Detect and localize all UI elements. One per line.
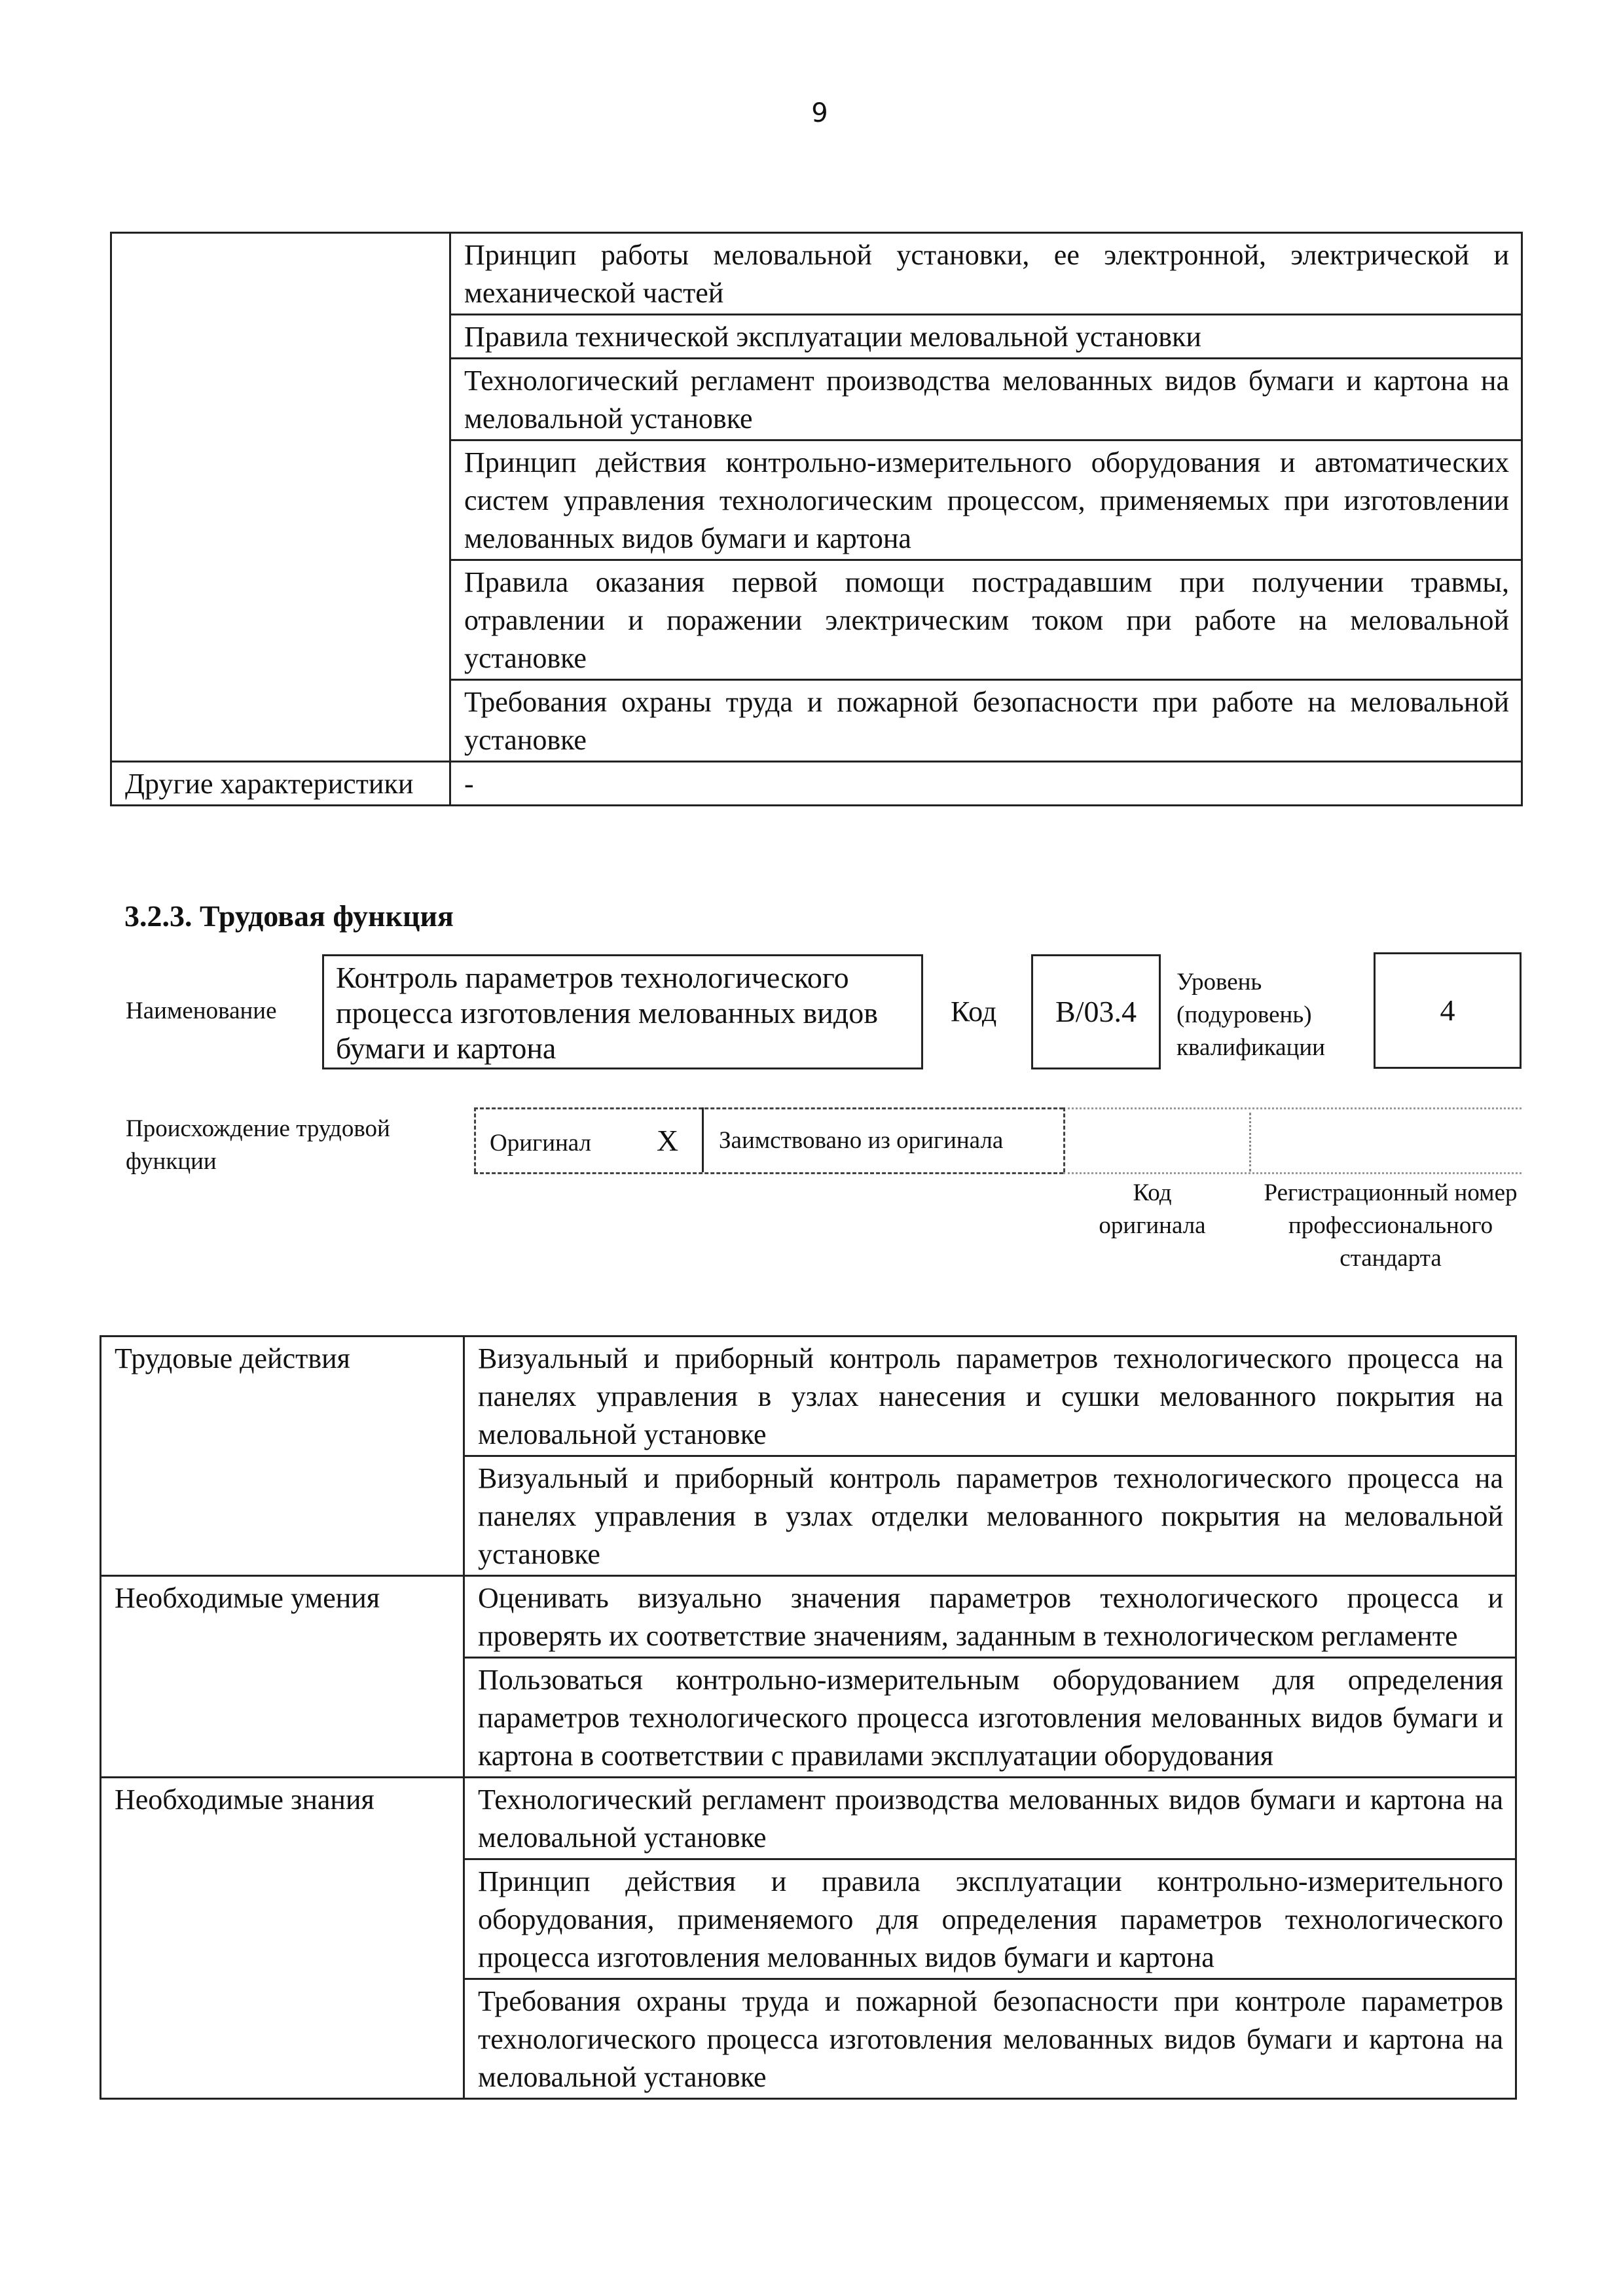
function-name-box — [322, 954, 923, 1069]
table-cell: Визуальный и приборный контроль параметров технологического процесса на панелях управления в узлах отделки мелованного покрытия на меловальной установке — [464, 1456, 1516, 1576]
table-cell: Требования охраны труда и пожарной безопасности при контроле параметров технологического процесса изготовления мелованных видов бумаги и картона на меловальной установке — [464, 1979, 1516, 2099]
table-row — [101, 1778, 1516, 1859]
origin-row-top-border — [474, 1107, 1063, 1109]
code-label: Код — [951, 996, 997, 1028]
origin-row-bottom-border — [474, 1172, 1063, 1174]
table-cell: Принцип действия и правила эксплуатации контрольно-измерительного оборудования, применяемого для определения параметров технологического процесса изготовления мелованных видов бумаги и картона — [464, 1859, 1516, 1979]
table-cell: Технологический регламент производства мелованных видов бумаги и картона на меловальной установке — [450, 359, 1522, 440]
function-name-value: Контроль параметров технологического процесса изготовления мелованных видов бумаги и картона — [336, 961, 878, 1065]
borrowed-label: Заимствовано из оригинала — [719, 1127, 1004, 1154]
table-cell: Принцип работы меловальной установки, ее электронной, электрической и механической частей — [450, 233, 1522, 315]
empty-label-cell — [111, 233, 450, 762]
table-cell: Требования охраны труда и пожарной безопасности при работе на меловальной установке — [450, 680, 1522, 762]
origin-divider-2 — [1063, 1107, 1065, 1172]
required-knowledge-label: Необходимые знания — [101, 1778, 464, 2099]
table-cell: Визуальный и приборный контроль параметров технологического процесса на панелях управления в узлах нанесения и сушки мелованного покрытия на меловальной установке — [464, 1336, 1516, 1456]
original-label: Оригинал — [490, 1130, 592, 1157]
code-box — [1031, 954, 1161, 1069]
table-cell: Принцип действия контрольно-измерительного оборудования и автоматических систем управления технологическим процессом, применяемых при изготовлении мелованных видов бумаги и картона — [450, 440, 1522, 560]
table-cell: Правила оказания первой помощи пострадавшим при получении травмы, отравлении и поражении электрическим током при работе на меловальной установке — [450, 560, 1522, 680]
origin-divider-3 — [1249, 1113, 1251, 1172]
table-row — [101, 1336, 1516, 1456]
origin-row-left-border — [474, 1107, 476, 1172]
table-cell: Пользоваться контрольно-измерительным оборудованием для определения параметров технологического процесса изготовления мелованных видов бумаги и картона в соответствии с правилами эксплуатации оборудования — [464, 1658, 1516, 1778]
code-value: B/03.4 — [1055, 995, 1137, 1028]
page-number: 9 — [811, 98, 828, 128]
origin-row-bottom-border-right — [1063, 1172, 1522, 1174]
level-label: Уровень (подуровень) квалификации — [1176, 969, 1325, 1061]
labor-actions-label: Трудовые действия — [101, 1336, 464, 1576]
code-original-label: Код оригинала — [1099, 1179, 1206, 1239]
level-box — [1374, 952, 1522, 1069]
labor-function-table — [100, 1335, 1517, 2100]
table-cell: Правила технической эксплуатации меловальной установки — [450, 315, 1522, 359]
origin-label: Происхождение трудовой функции — [126, 1115, 390, 1175]
reg-number-label: Регистрационный номер профессионального стандарта — [1264, 1179, 1518, 1272]
knowledge-continuation-table — [110, 232, 1523, 806]
table-row — [111, 762, 1522, 806]
section-heading: 3.2.3. Трудовая функция — [124, 899, 454, 933]
table-cell: Оценивать визуально значения параметров технологического процесса и проверять их соответствие значениям, заданным в технологическом регламенте — [464, 1576, 1516, 1658]
table-row — [111, 233, 1522, 315]
origin-row-top-border-right — [1063, 1107, 1522, 1109]
level-value: 4 — [1440, 994, 1455, 1027]
origin-divider — [702, 1107, 704, 1172]
original-mark: X — [657, 1124, 679, 1157]
other-characteristics-value: - — [450, 762, 1522, 806]
table-cell: Технологический регламент производства мелованных видов бумаги и картона на меловальной установке — [464, 1778, 1516, 1859]
other-characteristics-label: Другие характеристики — [111, 762, 450, 806]
required-skills-label: Необходимые умения — [101, 1576, 464, 1778]
name-label: Наименование — [126, 997, 277, 1024]
table-row — [101, 1576, 1516, 1658]
